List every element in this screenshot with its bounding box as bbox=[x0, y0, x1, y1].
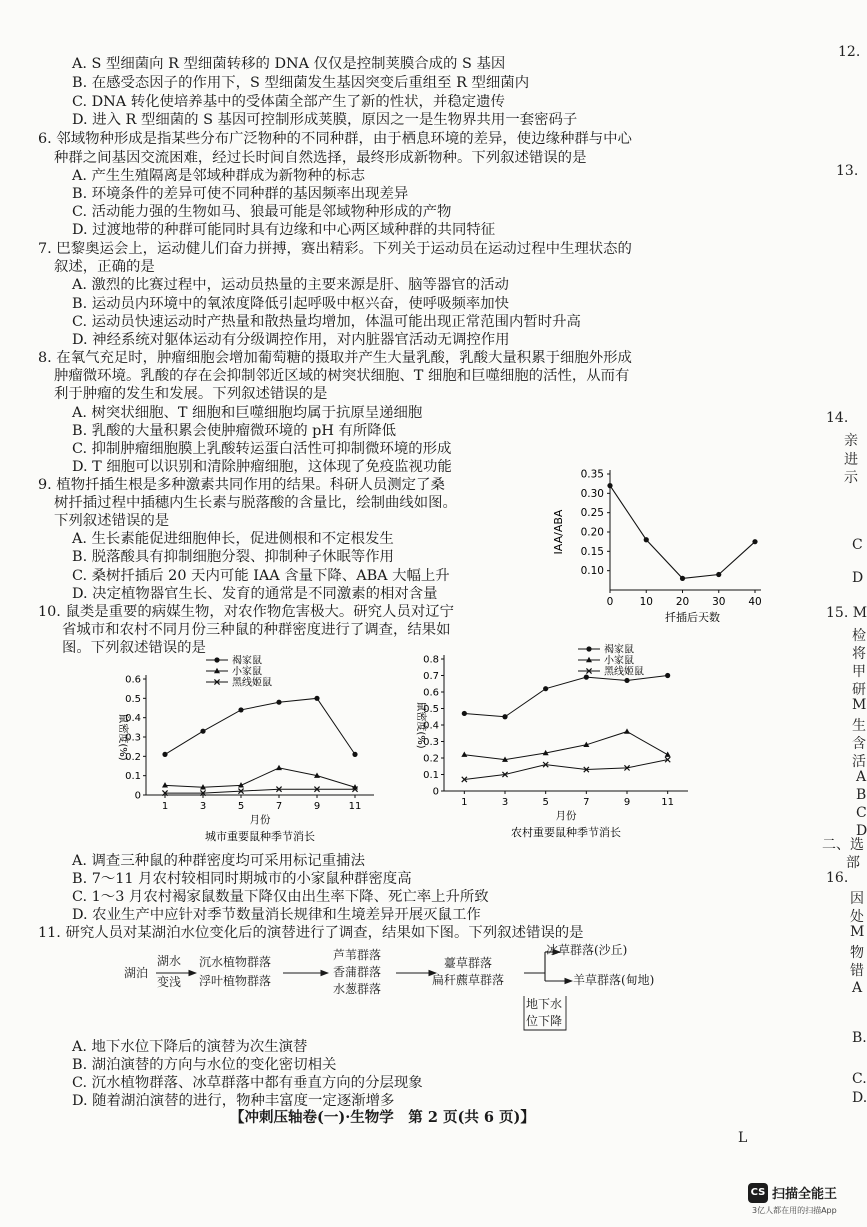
flow-wheatgrass: 冰草群落(沙丘) bbox=[546, 943, 628, 957]
edge-section-two: 二、选 bbox=[822, 837, 864, 853]
q6-option-c: C. 活动能力强的生物如马、狼最可能是邻域物种形成的产物 bbox=[72, 204, 452, 220]
x-tick-label: 0 bbox=[606, 596, 614, 608]
edge-q15: 15. M bbox=[826, 605, 867, 621]
page-footer: 【冲刺压轴卷(一)·生物学 第 2 页(共 6 页)】 bbox=[230, 1109, 535, 1126]
y-axis-label: IAA/ABA bbox=[552, 509, 565, 555]
y-tick-label: 0.7 bbox=[423, 671, 439, 682]
q7-stem-line2: 叙述，正确的是 bbox=[54, 259, 155, 275]
y-tick-label: 0.15 bbox=[580, 545, 604, 558]
y-tick-label: 0.6 bbox=[423, 687, 439, 699]
y-tick-label: 0.4 bbox=[423, 720, 439, 732]
corner-mark: L bbox=[738, 1130, 748, 1146]
q6-stem-line1: 6. 邻域物种形成是指某些分布广泛物种的不同种群，由于栖息环境的差异，使边缘种群与中心 bbox=[38, 131, 632, 147]
flow-water-label-1: 湖水 bbox=[157, 954, 182, 968]
x-tick-label: 9 bbox=[623, 797, 631, 808]
x-tick-label: 20 bbox=[675, 596, 690, 608]
y-tick-label: 0.20 bbox=[580, 526, 604, 539]
edge-q16-l3: M bbox=[850, 924, 865, 940]
x-tick-label: 9 bbox=[313, 801, 321, 812]
legend-label-0: 褐家鼠 bbox=[232, 655, 262, 667]
edge-q15-l4: 研 bbox=[852, 682, 866, 698]
edge-q14: 14. bbox=[826, 410, 849, 426]
x-axis-label: 月份 bbox=[555, 810, 577, 822]
edge-q16-a: A bbox=[852, 980, 863, 996]
q10-option-c: C. 1～3 月农村褐家鼠数量下降仅由出生率下降、死亡率上升所致 bbox=[72, 889, 489, 905]
scanner-brand bbox=[748, 1182, 837, 1203]
q10-option-b: B. 7～11 月农村较相同时期城市的小家鼠种群密度高 bbox=[72, 871, 412, 887]
edge-q14-c: 示 bbox=[844, 470, 858, 486]
q10-stem-line1: 10. 鼠类是重要的病媒生物，对农作物危害极大。研究人员对辽宁 bbox=[38, 604, 455, 620]
y-tick-label: 0.2 bbox=[423, 753, 439, 765]
legend-label-1: 小家鼠 bbox=[232, 666, 262, 678]
y-tick-label: 0.35 bbox=[580, 468, 604, 481]
flow-bulrush: 水葱群落 bbox=[333, 982, 382, 996]
x-tick-label: 1 bbox=[161, 801, 169, 812]
edge-q13: 13. bbox=[836, 163, 859, 179]
x-tick-label: 3 bbox=[199, 801, 207, 812]
edge-q16-d: D. bbox=[852, 1090, 867, 1106]
flow-submerged: 沉水植物群落 bbox=[199, 955, 272, 969]
q6-stem-line2: 种群之间基因交流困难，经过长时间自然选择，最终形成新物种。下列叙述错误的是 bbox=[54, 150, 587, 166]
q10-stem-line3: 图。下列叙述错误的是 bbox=[62, 640, 206, 656]
x-tick-label: 40 bbox=[748, 596, 762, 608]
q9-option-c: C. 桑树扦插后 20 天内可能 IAA 含量下降、ABA 大幅上升 bbox=[72, 568, 450, 584]
legend-label-2: 黑线姬鼠 bbox=[232, 677, 272, 689]
edge-q15-d: D bbox=[856, 823, 867, 839]
q10-option-a: A. 调查三种鼠的种群密度均可采用标记重捕法 bbox=[72, 853, 365, 869]
edge-q15-l2: 将 bbox=[852, 646, 866, 662]
flow-groundwater-2: 位下降 bbox=[526, 1014, 563, 1028]
x-tick-label: 7 bbox=[275, 801, 283, 812]
y-tick-label: 0 bbox=[134, 790, 141, 802]
y-axis-label: 鼠密度(%) bbox=[117, 713, 128, 761]
edge-q12: 12. bbox=[838, 44, 861, 60]
edge-section-two-l2: 部 bbox=[846, 855, 860, 871]
edge-q15-l8: 活 bbox=[852, 754, 866, 770]
y-tick-label: 0.1 bbox=[423, 770, 439, 781]
edge-q16-b: B. bbox=[852, 1030, 867, 1046]
y-tick-label: 0 bbox=[432, 786, 439, 798]
q9-stem-line1: 9. 植物扦插生根是多种激素共同作用的结果。科研人员测定了桑 bbox=[38, 477, 445, 493]
q7-option-b: B. 运动员内环境中的氧浓度降低引起呼吸中枢兴奋，使呼吸频率加快 bbox=[72, 296, 510, 312]
edge-q14-a: 亲 bbox=[844, 433, 858, 449]
x-axis-label: 月份 bbox=[249, 814, 271, 826]
scanner-tagline: 3亿人都在用的扫描App bbox=[752, 1206, 837, 1215]
y-tick-label: 0.5 bbox=[423, 704, 439, 715]
chart-title: 农村重要鼠种季节消长 bbox=[511, 826, 621, 839]
x-tick-label: 5 bbox=[542, 797, 549, 808]
q11-option-b: B. 湖泊演替的方向与水位的变化密切相关 bbox=[72, 1057, 337, 1073]
legend-label-0: 褐家鼠 bbox=[604, 644, 634, 656]
q9-stem-line3: 下列叙述错误的是 bbox=[54, 513, 170, 529]
q11-option-d: D. 随着湖泊演替的进行，物种丰富度一定逐渐增多 bbox=[72, 1093, 395, 1109]
flow-leymus: 羊草群落(甸地) bbox=[573, 973, 655, 987]
q8-stem-line2: 肿瘤微环境。乳酸的存在会抑制邻近区域的树突状细胞、T 细胞和巨噬细胞的活性，从而有 bbox=[54, 368, 630, 384]
q8-stem-line1: 8. 在氧气充足时，肿瘤细胞会增加葡萄糖的摄取并产生大量乳酸，乳酸大量积累于细胞外形成 bbox=[38, 350, 632, 366]
flow-lake: 湖泊 bbox=[124, 966, 149, 980]
q5-option-c: C. DNA 转化使培养基中的受体菌全部产生了新的性状，并稳定遗传 bbox=[72, 94, 505, 110]
edge-q14-d-opt: D bbox=[852, 570, 864, 586]
x-tick-label: 7 bbox=[583, 797, 590, 808]
q6-option-b: B. 环境条件的差异可使不同种群的基因频率出现差异 bbox=[72, 186, 409, 202]
x-tick-label: 1 bbox=[461, 797, 468, 808]
flow-sedge: 薹草群落 bbox=[444, 956, 493, 970]
edge-q15-l3: 甲 bbox=[852, 664, 866, 680]
flow-reed: 芦苇群落 bbox=[333, 948, 382, 962]
legend-label-1: 小家鼠 bbox=[604, 655, 634, 667]
y-tick-label: 0.6 bbox=[125, 674, 141, 686]
x-axis-label: 扦插后天数 bbox=[665, 611, 720, 622]
edge-q14-c-opt: C bbox=[852, 537, 863, 553]
edge-q16-l5: 错 bbox=[850, 963, 864, 979]
edge-q16-l4: 物 bbox=[850, 945, 864, 961]
edge-q14-b: 进 bbox=[844, 452, 858, 468]
x-tick-label: 3 bbox=[501, 797, 509, 808]
y-tick-label: 0.8 bbox=[423, 654, 439, 666]
y-tick-label: 0.25 bbox=[580, 507, 604, 520]
q5-option-b: B. 在感受态因子的作用下，S 型细菌发生基因突变后重组至 R 型细菌内 bbox=[72, 75, 530, 91]
q9-option-a: A. 生长素能促进细胞伸长，促进侧根和不定根发生 bbox=[72, 531, 394, 547]
q8-option-a: A. 树突状细胞、T 细胞和巨噬细胞均属于抗原呈递细胞 bbox=[72, 405, 423, 421]
q6-option-d: D. 过渡地带的种群可能同时具有边缘和中心两区域种群的共同特征 bbox=[72, 222, 496, 238]
q11-option-c: C. 沉水植物群落、冰草群落中都有垂直方向的分层现象 bbox=[72, 1075, 423, 1091]
q7-option-d: D. 神经系统对躯体运动有分级调控作用，对内脏器官活动无调控作用 bbox=[72, 332, 510, 348]
edge-q15-c: C bbox=[856, 805, 867, 821]
edge-q16-l1: 因 bbox=[850, 891, 864, 907]
q9-option-d: D. 决定植物器官生长、发育的通常是不同激素的相对含量 bbox=[72, 586, 438, 602]
edge-q15-l6: 生 bbox=[852, 718, 866, 734]
q6-option-a: A. 产生生殖隔离是邻域种群成为新物种的标志 bbox=[72, 168, 365, 184]
y-axis-label: 鼠密度(%) bbox=[415, 701, 426, 749]
scanner-logo-icon: CS bbox=[748, 1183, 768, 1203]
y-tick-label: 0.4 bbox=[125, 713, 141, 725]
x-tick-label: 11 bbox=[348, 801, 362, 812]
q10-stem-line2: 省城市和农村不同月份三种鼠的种群密度进行了调查，结果如 bbox=[62, 622, 451, 638]
edge-q15-l5: M bbox=[852, 697, 867, 713]
edge-q16-l2: 处 bbox=[850, 909, 864, 925]
q9-stem-line2: 树扦插过程中插穗内生长素与脱落酸的含量比，绘制曲线如图。 bbox=[54, 495, 457, 511]
q8-option-b: B. 乳酸的大量积累会使肿瘤微环境的 pH 有所降低 bbox=[72, 423, 397, 439]
y-tick-label: 0.1 bbox=[125, 771, 141, 783]
y-tick-label: 0.5 bbox=[125, 693, 141, 705]
q8-option-d: D. T 细胞可以识别和清除肿瘤细胞，这体现了免疫监视功能 bbox=[72, 459, 452, 475]
q8-option-c: C. 抑制肿瘤细胞膜上乳酸转运蛋白活性可抑制微环境的形成 bbox=[72, 441, 452, 457]
flow-cattail: 香蒲群落 bbox=[333, 965, 382, 979]
edge-q15-a: A bbox=[856, 769, 867, 785]
q8-stem-line3: 利于肿瘤的发生和发展。下列叙述错误的是 bbox=[54, 386, 328, 402]
scanner-brand-name: 扫描全能王 bbox=[772, 1187, 838, 1202]
q11-stem: 11. 研究人员对某湖泊水位变化后的演替进行了调查，结果如下图。下列叙述错误的是 bbox=[38, 925, 584, 941]
x-tick-label: 11 bbox=[661, 797, 675, 808]
flow-water-label-2: 变浅 bbox=[157, 975, 182, 989]
flow-floating: 浮叶植物群落 bbox=[199, 974, 272, 988]
flow-scirpus: 扁秆藨草群落 bbox=[432, 973, 505, 987]
q7-stem-line1: 7. 巴黎奥运会上，运动健儿们奋力拼搏，赛出精彩。下列关于运动员在运动过程中生理状态的 bbox=[38, 241, 632, 257]
edge-q16-c: C. bbox=[852, 1071, 867, 1087]
legend-label-2: 黑线姬鼠 bbox=[604, 666, 644, 678]
q10-option-d: D. 农业生产中应针对季节数量消长规律和生境差异开展灭鼠工作 bbox=[72, 907, 481, 923]
edge-q15-l1: 检 bbox=[852, 628, 866, 644]
q7-option-c: C. 运动员快速运动时产热量和散热量均增加，体温可能出现正常范围内暂时升高 bbox=[72, 314, 581, 330]
q5-option-d: D. 进入 R 型细菌的 S 基因可控制形成荚膜，原因之一是生物界共用一套密码子 bbox=[72, 112, 578, 128]
edge-q15-l7: 含 bbox=[852, 736, 866, 752]
y-tick-label: 0.3 bbox=[125, 732, 141, 744]
flow-groundwater-1: 地下水 bbox=[526, 997, 563, 1011]
y-tick-label: 0.10 bbox=[580, 565, 604, 578]
q11-option-a: A. 地下水位下降后的演替为次生演替 bbox=[72, 1039, 308, 1055]
q5-option-a: A. S 型细菌向 R 型细菌转移的 DNA 仅仅是控制荚膜合成的 S 基因 bbox=[72, 56, 506, 72]
groundwater-box bbox=[524, 996, 566, 1030]
edge-q15-b: B bbox=[856, 787, 867, 803]
x-tick-label: 30 bbox=[712, 596, 726, 608]
y-tick-label: 0.2 bbox=[125, 751, 141, 763]
x-tick-label: 5 bbox=[237, 801, 245, 812]
x-tick-label: 10 bbox=[639, 596, 653, 608]
chart-title: 城市重要鼠种季节消长 bbox=[205, 830, 315, 843]
q7-option-a: A. 激烈的比赛过程中，运动员热量的主要来源是肝、脑等器官的活动 bbox=[72, 277, 509, 293]
y-tick-label: 0.3 bbox=[423, 737, 439, 748]
y-tick-label: 0.30 bbox=[580, 487, 604, 500]
q9-option-b: B. 脱落酸具有抑制细胞分裂、抑制种子休眠等作用 bbox=[72, 549, 394, 565]
edge-q16: 16. bbox=[826, 870, 849, 886]
